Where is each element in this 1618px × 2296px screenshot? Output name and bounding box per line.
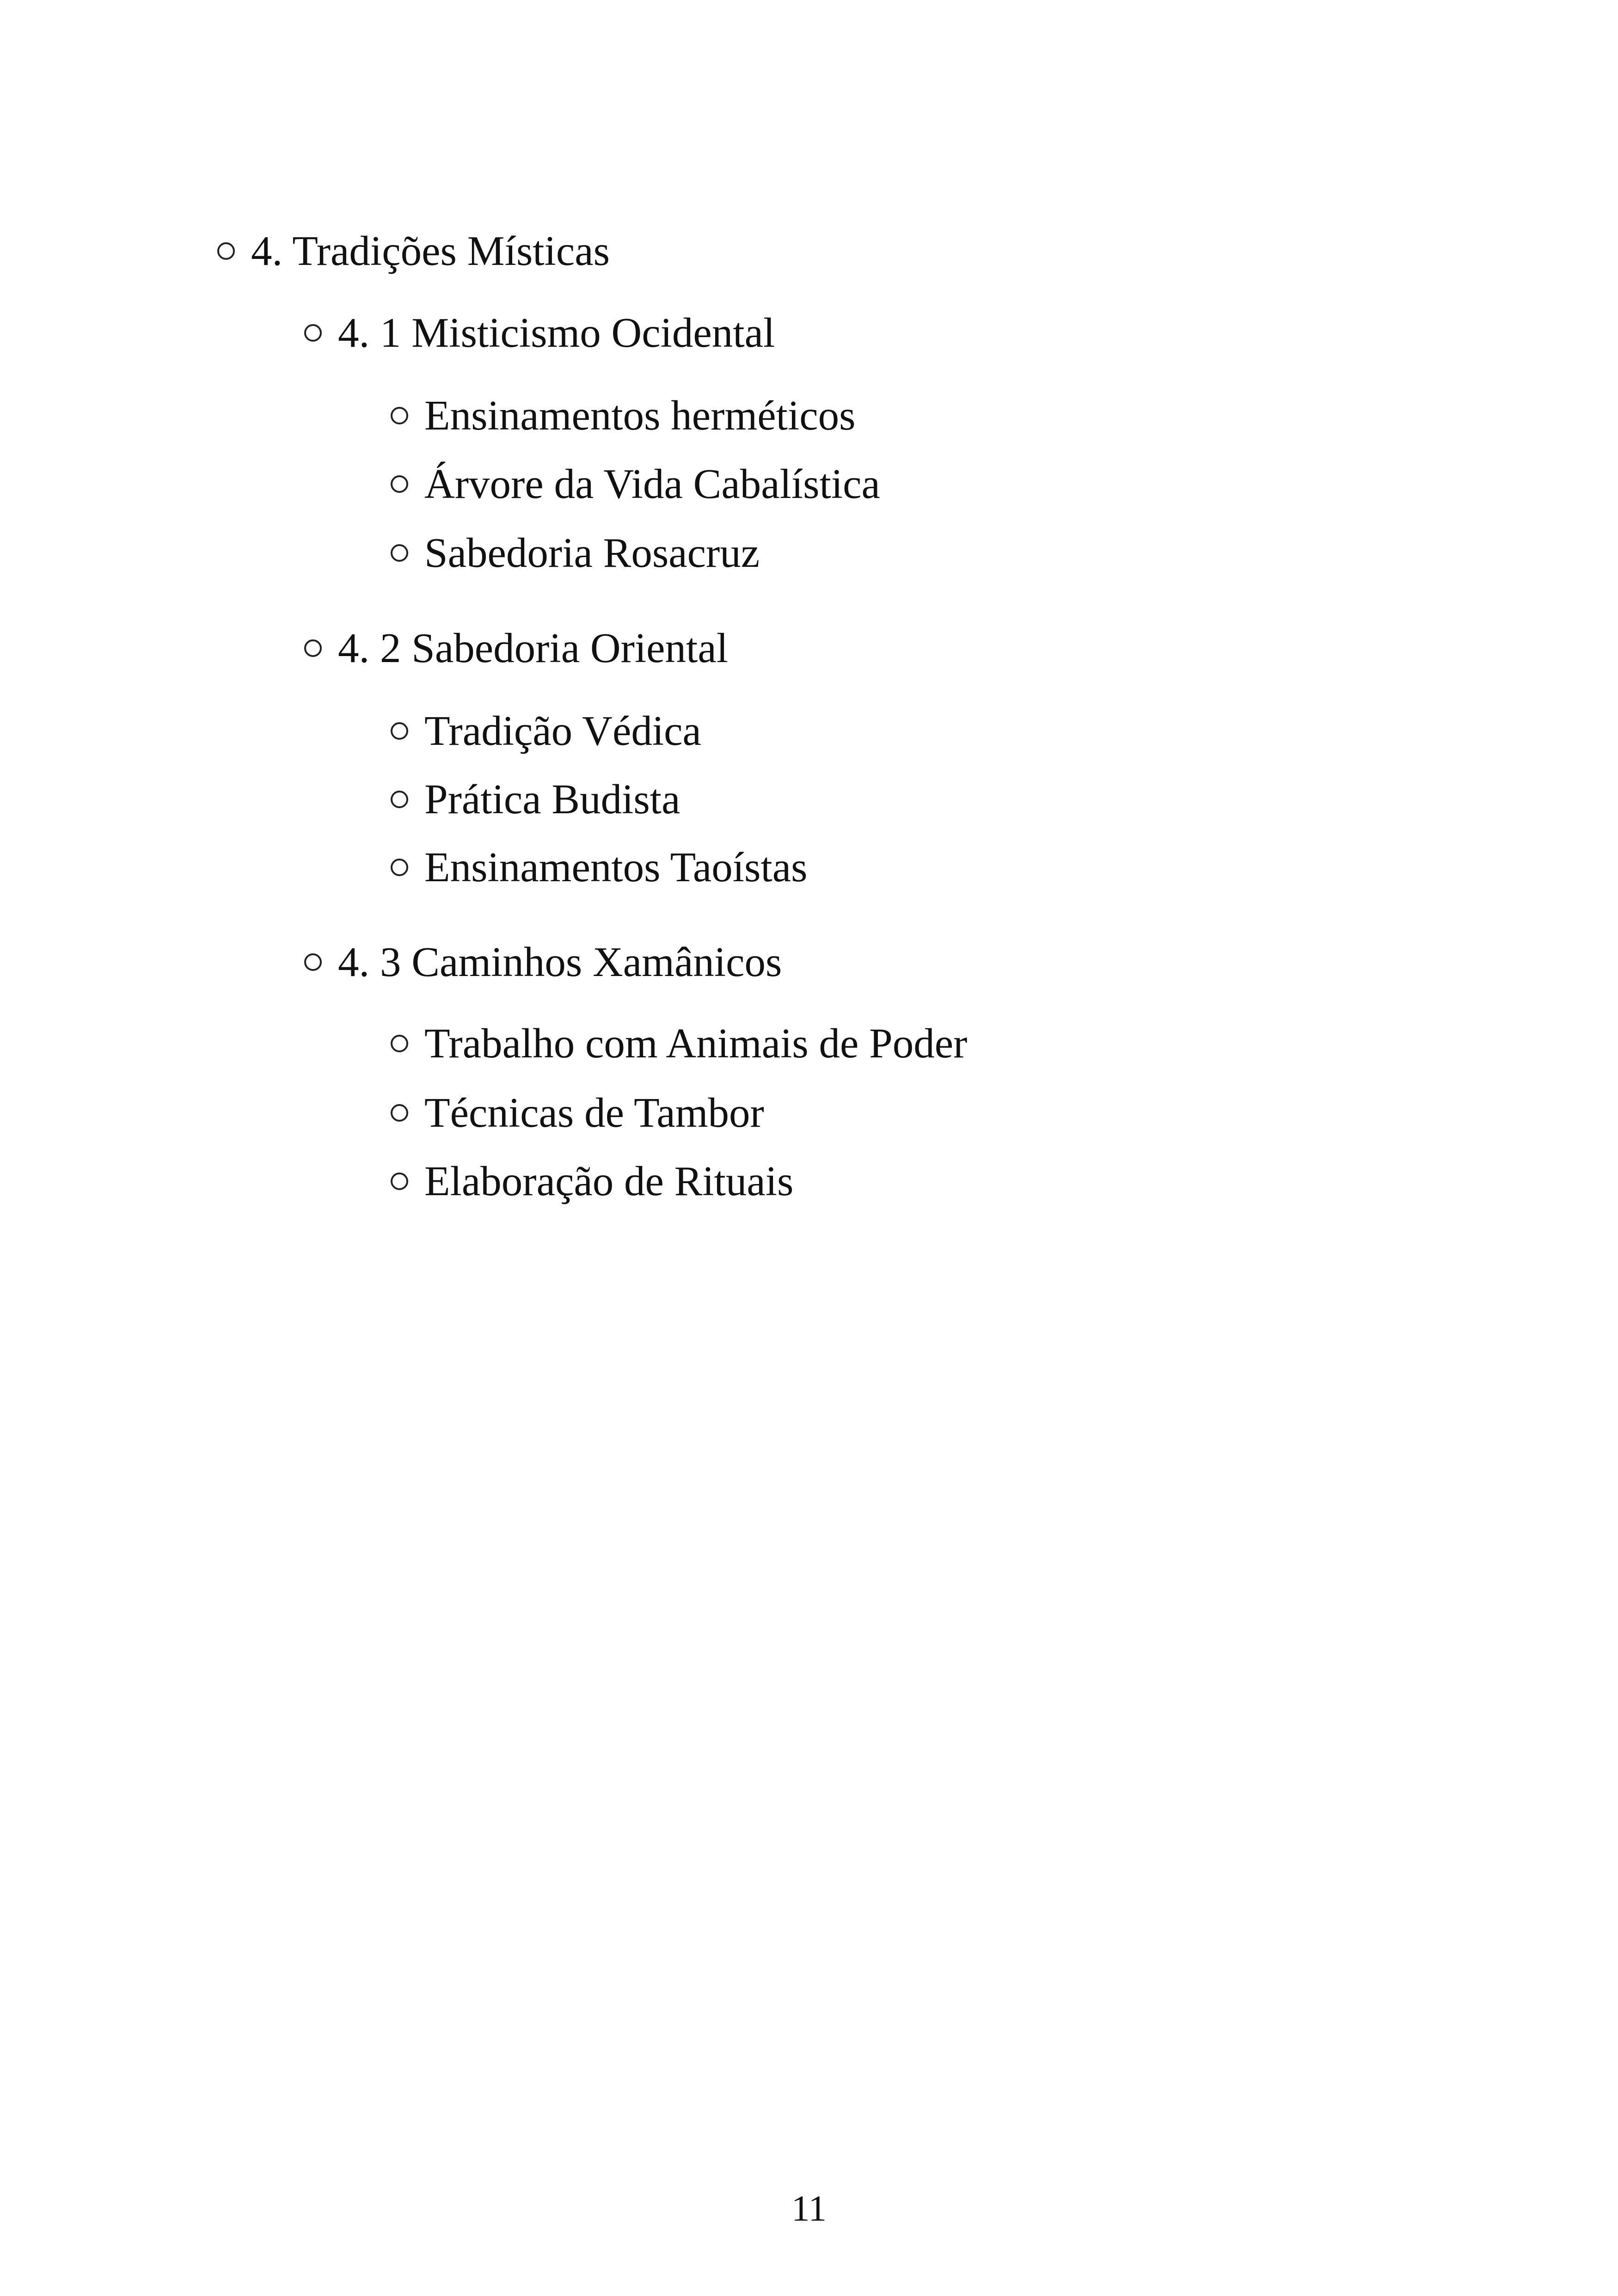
subsection-heading [304, 627, 728, 669]
hollow-circle-bullet-icon [304, 953, 322, 971]
list-item-label: Ensinamentos herméticos [424, 392, 856, 439]
hollow-circle-bullet-icon [391, 1173, 408, 1190]
list-item [391, 1160, 793, 1202]
list-item [391, 529, 760, 576]
hollow-circle-bullet-icon [391, 859, 408, 876]
list-item-label: Prática Budista [424, 776, 680, 823]
hollow-circle-bullet-icon [304, 639, 322, 657]
list-item-label: Sabedoria Rosacruz [424, 529, 760, 576]
section-heading [217, 227, 610, 274]
subsection-title: 4. 1 Misticismo Ocidental [338, 309, 775, 356]
hollow-circle-bullet-icon [391, 722, 408, 740]
hollow-circle-bullet-icon [391, 407, 408, 424]
list-item [391, 460, 880, 507]
hollow-circle-bullet-icon [391, 1104, 408, 1122]
list-item [391, 776, 680, 823]
hollow-circle-bullet-icon [391, 791, 408, 808]
hollow-circle-bullet-icon [391, 544, 408, 562]
subsection-title: 4. 3 Caminhos Xamânicos [338, 939, 782, 985]
list-item-label: Técnicas de Tambor [424, 1089, 764, 1136]
list-item-label: Tradição Védica [424, 707, 701, 754]
subsection-heading [304, 309, 775, 356]
hollow-circle-bullet-icon [391, 1035, 408, 1052]
list-item [391, 392, 856, 439]
list-item-label: Ensinamentos Taoístas [424, 844, 808, 890]
list-item-label: Árvore da Vida Cabalística [424, 460, 880, 507]
subsection-title: 4. 2 Sabedoria Oriental [338, 625, 729, 671]
list-item-label: Elaboração de Rituais [424, 1158, 794, 1204]
page-number: 11 [791, 2189, 827, 2229]
list-item [391, 707, 701, 754]
hollow-circle-bullet-icon [391, 475, 408, 493]
hollow-circle-bullet-icon [304, 324, 322, 342]
section-title: 4. Tradições Místicas [251, 227, 610, 274]
list-item-label: Trabalho com Animais de Poder [424, 1020, 968, 1067]
subsection-heading [304, 941, 782, 983]
list-item [391, 1020, 968, 1067]
list-item [391, 846, 808, 888]
list-item [391, 1089, 764, 1136]
hollow-circle-bullet-icon [217, 242, 235, 260]
